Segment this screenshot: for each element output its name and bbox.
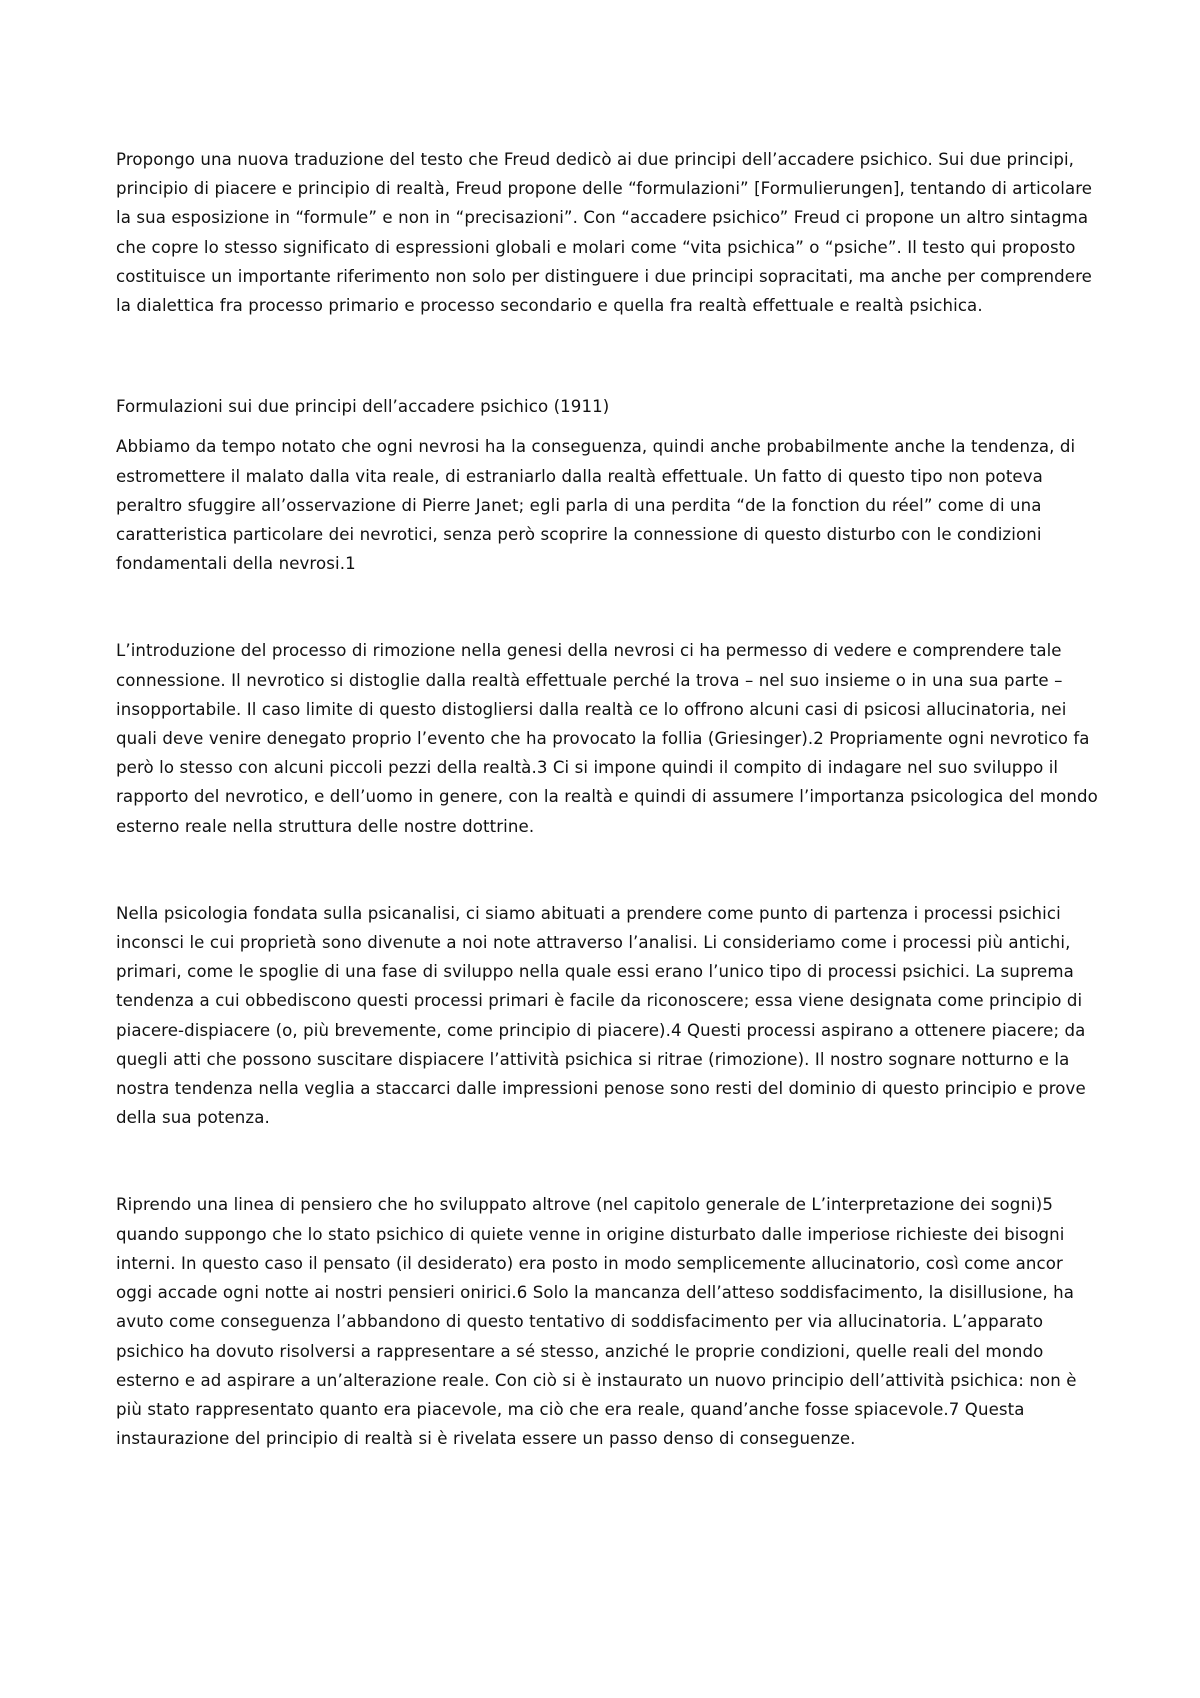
body-paragraph-4: Riprendo una linea di pensiero che ho sviluppato altrove (nel capitolo generale de L’interpretazione dei sogni)5 quando suppongo che lo stato psichico di quiete venne in origine disturbato dalle imperiose richieste dei bisogni interni. In questo caso il pensato (il desiderato) era posto in modo semplicemente allucinatorio, così come ancor oggi accade ogni notte ai nostri pensieri onirici.6 Solo la mancanza dell’atteso soddisfacimento, la disillusione, ha avuto come conseguenza l’abbandono di questo tentativo di soddisfacimento per via allucinatoria. L’apparato psichico ha dovuto risolversi a rappresentare a sé stesso, anziché le proprie condizioni, quelle reali del mondo esterno e ad aspirare a un’alterazione reale. Con ciò si è instaurato un nuovo principio dell’attività psichica: non è più stato rappresentato quanto era piacevole, ma ciò che era reale, quand’anche fosse spiacevole.7 Questa instaurazione del principio di realtà si è rivelata essere un passo denso di conseguenze. (116, 1195, 1077, 1449)
body-paragraph-2: L’introduzione del processo di rimozione nella genesi della nevrosi ci ha permesso di vedere e comprendere tale connessione. Il nevrotico si distoglie dalla realtà effettuale perché la trova – nel suo insieme o in una sua parte – insopportabile. Il caso limite di questo distogliersi dalla realtà ce lo offrono alcuni casi di psicosi allucinatoria, nei quali deve venire denegato proprio l’evento che ha provocato la follia (Griesinger).2 Propriamente ogni nevrotico fa però lo stesso con alcuni piccoli pezzi della realtà.3 Ci si impone quindi il compito di indagare nel suo sviluppo il rapporto del nevrotico, e dell’uomo in genere, con la realtà e quindi di assumere l’importanza psicologica del mondo esterno reale nella struttura delle nostre dottrine. (116, 641, 1098, 836)
section-title: Formulazioni sui due principi dell’accadere psichico (1911) (116, 397, 610, 417)
body-paragraph-1: Abbiamo da tempo notato che ogni nevrosi ha la conseguenza, quindi anche probabilmente anche la tendenza, di estromettere il malato dalla vita reale, di estraniarlo dalla realtà effettuale. Un fatto di questo tipo non poteva peraltro sfuggire all’osservazione di Pierre Janet; egli parla di una perdita “de la fonction du réel” come di una caratteristica particolare dei nevrotici, senza però scoprire la connessione di questo disturbo con le condizioni fondamentali della nevrosi.1 (116, 437, 1076, 574)
body-paragraph-3: Nella psicologia fondata sulla psicanalisi, ci siamo abituati a prendere come punto di partenza i processi psichici inconsci le cui proprietà sono divenute a noi note attraverso l’analisi. Li consideriamo come i processi più antichi, primari, come le spoglie di una fase di sviluppo nella quale essi erano l’unico tipo di processi psichici. La suprema tendenza a cui obbediscono questi processi primari è facile da riconoscere; essa viene designata come principio di piacere-dispiacere (o, più brevemente, come principio di piacere).4 Questi processi aspirano a ottenere piacere; da quegli atti che possono suscitare dispiacere l’attività psichica si ritrae (rimozione). Il nostro sognare notturno e la nostra tendenza nella veglia a staccarci dalle impressioni penose sono resti del dominio di questo principio e prove della sua potenza. (116, 903, 1086, 1128)
document-body (116, 145, 1098, 1453)
intro-paragraph: Propongo una nuova traduzione del testo che Freud dedicò ai due principi dell’accadere psichico. Sui due principi, principio di piacere e principio di realtà, Freud propone delle “formulazioni” [Formulierungen], tentando di articolare la sua esposizione in “formule” e non in “precisazioni”. Con “accadere psichico” Freud ci propone un altro sintagma che copre lo stesso significato di espressioni globali e molari come “vita psichica” o “psiche”. Il testo qui proposto costituisce un importante riferimento non solo per distinguere i due principi sopracitati, ma anche per comprendere la dialettica fra processo primario e processo secondario e quella fra realtà effettuale e realtà psichica. (116, 150, 1093, 316)
